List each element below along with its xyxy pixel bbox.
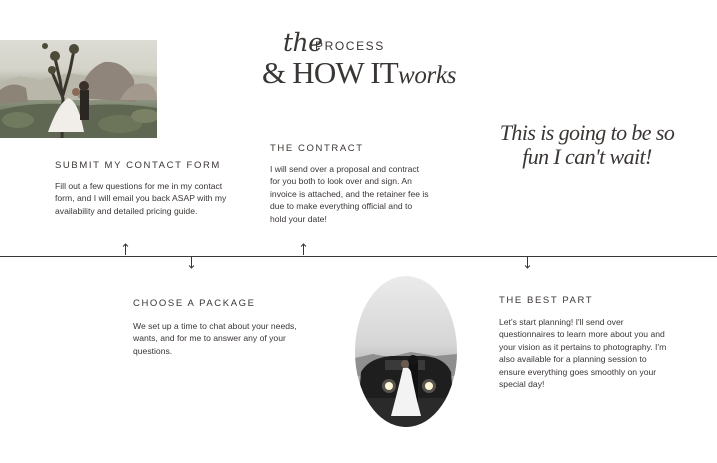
tagline: This is going to be so fun I can't wait!	[499, 120, 675, 169]
couple-car-photo	[355, 276, 457, 427]
step-submit-contact-form-title: SUBMIT MY CONTACT FORM	[55, 160, 221, 171]
timeline-line	[0, 256, 717, 257]
step-submit-contact-form-body: Fill out a few questions for me in my contact form, and I will email you back ASAP with my availability and detailed pricing guide.	[55, 181, 227, 216]
arrow-up-icon	[122, 243, 129, 255]
couple-car-graphic	[355, 276, 457, 427]
desert-couple-photo	[0, 40, 157, 138]
title-works: works	[397, 62, 457, 89]
arrow-down-icon	[524, 257, 531, 269]
desert-scene-graphic	[0, 40, 157, 138]
step-contract-title: THE CONTRACT	[270, 143, 364, 154]
arrow-up-icon	[300, 243, 307, 255]
arrow-down-icon	[188, 257, 195, 269]
step-contract-body: I will send over a proposal and contract for you both to look over and sign. An invoice is attached, and the retainer fee is due to make everything official and to hold your date!	[270, 164, 429, 224]
title-amp-how-it: & HOW IT	[262, 55, 398, 90]
step-best-part-body: Let's start planning! I'll send over questionnaires to learn more about you and your vision as it pertains to photography. I'm also available for a planning session to ensure everything goes smoothly on your special day!	[499, 317, 667, 390]
title-process: PROCESS	[315, 39, 385, 53]
step-choose-package-title: CHOOSE A PACKAGE	[133, 298, 256, 309]
title-the: the	[283, 28, 323, 57]
step-choose-package-body: We set up a time to chat about your needs, wants, and for me to answer any of your questions.	[133, 321, 297, 356]
step-best-part-title: THE BEST PART	[499, 295, 594, 306]
title-how-it-works	[262, 55, 456, 91]
